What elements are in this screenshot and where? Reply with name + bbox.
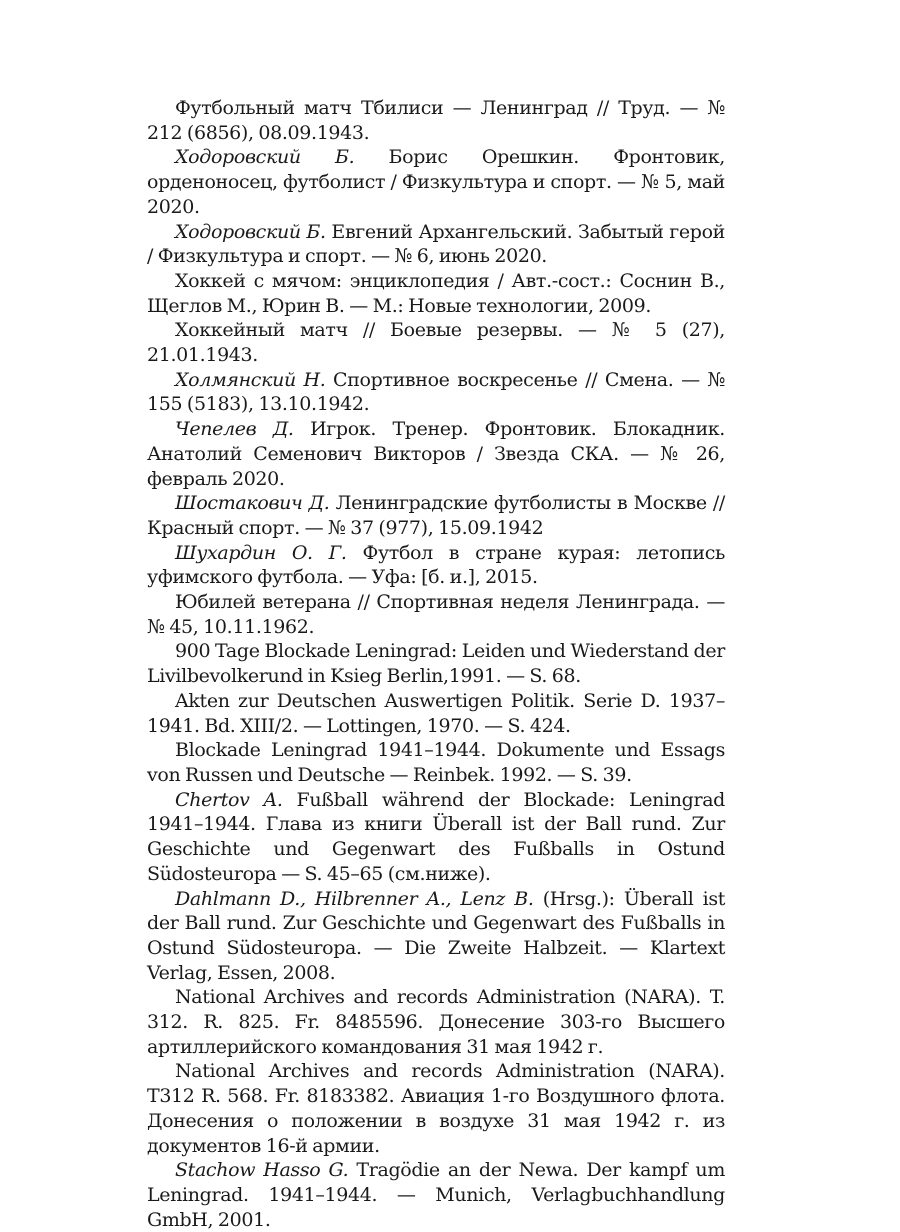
- entry-text: Борис Орешкин. Фронтовик, орденоносец, футболист / Физкультура и спорт. — № 5, май 2020.: [147, 146, 725, 218]
- entry-text: Хоккей с мячом: энциклопедия / Авт.-сост.: Соснин В., Щеглов М., Юрин В. — М.: Новые технологии, 2009.: [147, 269, 725, 317]
- entry-text: Akten zur Deutschen Auswertigen Politik. Serie D. 1937–1941. Bd. XIII/2. — Lottingen, 1970. — S. 424.: [147, 689, 725, 737]
- entry-text: Футбольный матч Тбилиси — Ленинград // Труд. — № 212 (6856), 08.09.1943.: [147, 97, 725, 144]
- bibliography-entry: [147, 541, 725, 590]
- entry-author: Шостакович Д.: [175, 492, 330, 515]
- bibliography-entry: [147, 738, 725, 787]
- bibliography-entry: [147, 269, 725, 318]
- entry-text: Футбол в стране курая: летопись уфимского футбола. — Уфа: [б. и.], 2015.: [147, 541, 725, 589]
- entry-author: Ходоровский Б.: [175, 146, 355, 169]
- bibliography-entry: [147, 417, 725, 491]
- entry-author: Шухардин О. Г.: [175, 541, 347, 564]
- bibliography-entry: [147, 689, 725, 738]
- entry-text: Юбилей ветерана // Спортивная неделя Ленинграда. — № 45, 10.11.1962.: [147, 591, 725, 638]
- bibliography-entry: [147, 491, 725, 540]
- entry-author: Ходоровский Б.: [175, 220, 326, 243]
- bibliography-entry: [147, 220, 725, 269]
- entry-author: Dahlmann D., Hilbrenner A., Lenz B.: [175, 887, 534, 910]
- entry-text: National Archives and records Administration (NARA). T312 R. 568. Fr. 8183382. Авиация 1-го Воздушного флота. Донесения о положении в воздухе 31 мая 1942 г. из документов 16-й армии.: [147, 1060, 725, 1157]
- entry-author: Stachow Hasso G.: [175, 1159, 349, 1182]
- bibliography-entry: [147, 368, 725, 417]
- entry-author: Chertov A.: [175, 788, 283, 811]
- bibliography-entry: [147, 96, 725, 145]
- entry-text: Ленинградские футболисты в Москве // Красный спорт. — № 37 (977), 15.09.1942: [147, 492, 725, 539]
- entry-author: Чепелев Д.: [175, 418, 294, 441]
- entry-text: Спортивное воскресенье // Смена. — № 155 (5183), 13.10.1942.: [147, 368, 725, 416]
- entry-text: (Hrsg.): Überall ist der Ball rund. Zur Geschichte und Gegenwart des Fußballs in Ostund Südosteuropa. — Die Zweite Halbzeit. — Klartext Verlag, Essen, 2008.: [147, 887, 725, 984]
- entry-author: Холмянский Н.: [175, 368, 326, 391]
- entry-text: Blockade Leningrad 1941–1944. Dokumente und Essags von Russen und Deutsche — Reinbek. 1992. — S. 39.: [147, 739, 725, 786]
- bibliography-entry: [147, 318, 725, 367]
- bibliography-entry: [147, 639, 725, 688]
- entry-text: Fußball während der Blockade: Leningrad 1941–1944. Глава из книги Überall ist der Ball rund. Zur Geschichte und Gegenwart des Fußballs in Ostund Südosteuropa — S. 45–65 (см.ниже).: [147, 788, 725, 885]
- bibliography-entry: [147, 145, 725, 219]
- entry-text: Игрок. Тренер. Фронтовик. Блокадник. Анатолий Семенович Викторов / Звезда СКА. — № 26, февраль 2020.: [147, 418, 725, 490]
- bibliography-entry: [147, 1059, 725, 1158]
- bibliography-entry: [147, 590, 725, 639]
- bibliography-entry: [147, 788, 725, 887]
- bibliography-page: [147, 96, 725, 1232]
- bibliography-entry: [147, 1158, 725, 1232]
- entry-text: 900 Tage Blockade Leningrad: Leiden und Wiederstand der Livilbevolkerund in Ksieg Berlin,1991. — S. 68.: [147, 640, 725, 688]
- entry-text: National Archives and records Administration (NARA). T. 312. R. 825. Fr. 8485596. Донесение 303-го Высшего артиллерийского командования 31 мая 1942 г.: [147, 986, 725, 1058]
- entry-text: Хоккейный матч // Боевые резервы. — № 5 (27), 21.01.1943.: [147, 319, 725, 367]
- entry-text: Tragödie an der Newa. Der kampf um Leningrad. 1941–1944. — Munich, Verlagbuchhandlung GmbH, 2001.: [147, 1159, 725, 1231]
- bibliography-entry: [147, 985, 725, 1059]
- entry-text: Евгений Архангельский. Забытый герой / Физкультура и спорт. — № 6, июнь 2020.: [147, 220, 725, 268]
- bibliography-entry: [147, 887, 725, 986]
